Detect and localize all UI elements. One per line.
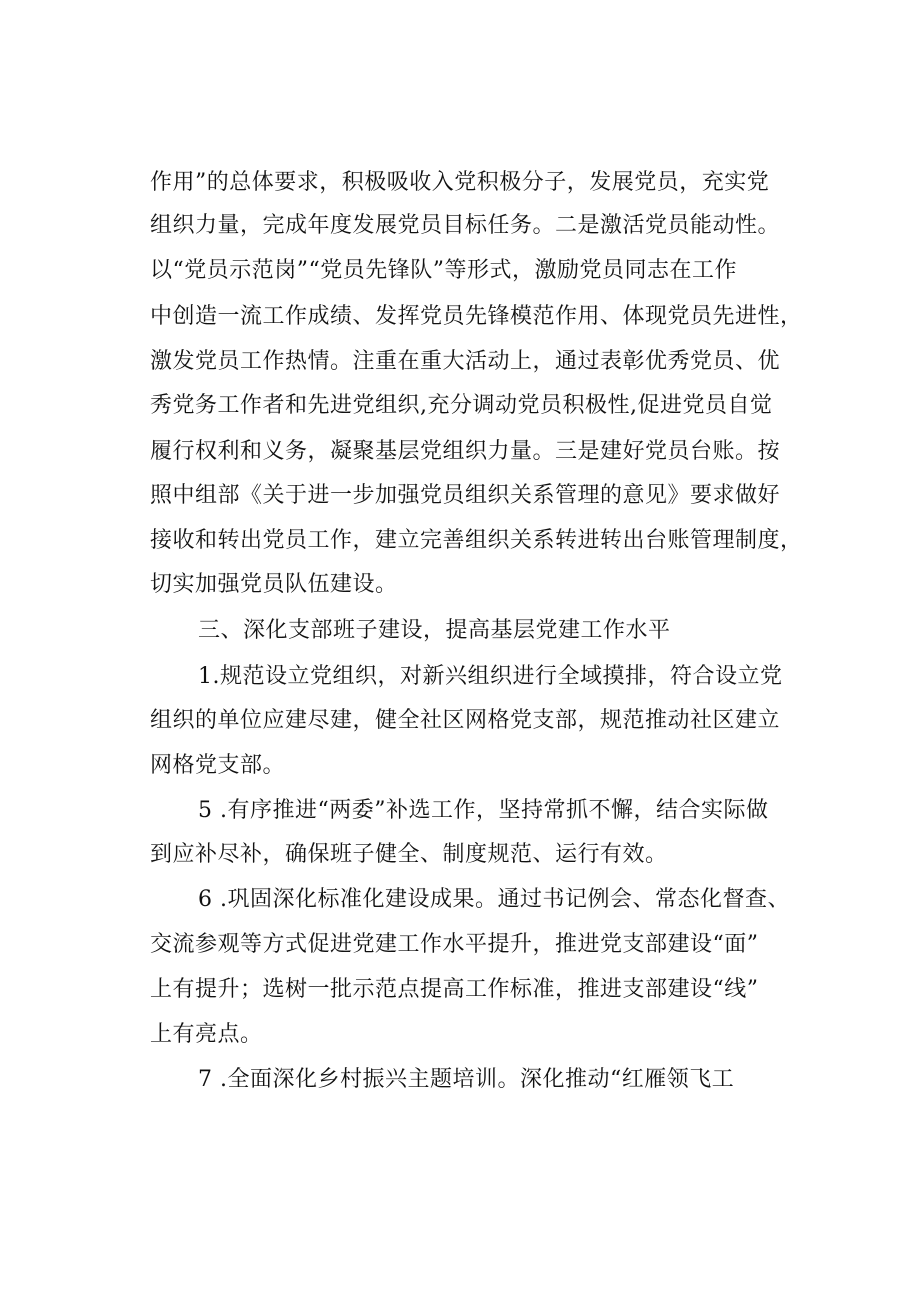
paragraph-line: 激发党员工作热情。注重在重大活动上，通过表彰优秀党员、优 — [150, 349, 781, 374]
paragraph-line: 交流参观等方式促进党建工作水平提升，推进党支部建设“面” — [150, 932, 759, 957]
paragraph-line: 1.规范设立党组织，对新兴组织进行全域摸排，符合设立党 — [198, 664, 783, 689]
paragraph-line: 以“党员示范岗”“党员先锋队”等形式，激励党员同志在工作 — [150, 258, 737, 283]
paragraph-line: 上有提升；选树一批示范点提高工作标准，推进支部建设“线” — [150, 977, 759, 1002]
paragraph-line: 中创造一流工作成绩、发挥党员先锋模范作用、体现党员先进性， — [150, 304, 803, 329]
paragraph-line: 网格党支部。 — [150, 753, 286, 778]
paragraph-line: 组织的单位应建尽建，健全社区网格党支部，规范推动社区建立 — [150, 708, 781, 733]
paragraph-line: 秀党务工作者和先进党组织,充分调动党员积极性,促进党员自觉 — [150, 393, 773, 418]
paragraph-line: 到应补尽补，确保班子健全、制度规范、运行有效。 — [150, 842, 668, 867]
paragraph-line: 5 .有序推进“两委”补选工作，坚持常抓不懈，结合实际做 — [198, 798, 769, 823]
paragraph-line: 接收和转出党员工作，建立完善组织关系转进转出台账管理制度， — [150, 528, 803, 553]
paragraph-line: 切实加强党员队伍建设。 — [150, 572, 398, 597]
paragraph-line: 6 .巩固深化标准化建设成果。通过书记例会、常态化督查、 — [198, 887, 790, 912]
paragraph-line: 7 .全面深化乡村振兴主题培训。深化推动“红雁领飞工 — [198, 1067, 735, 1092]
paragraph-line: 履行权利和义务，凝聚基层党组织力量。三是建好党员台账。按 — [150, 439, 781, 464]
paragraph-line: 作用”的总体要求，积极吸收入党积极分子，发展党员，充实党 — [150, 170, 770, 195]
paragraph-line: 组织力量，完成年度发展党员目标任务。二是激活党员能动性。 — [150, 213, 781, 238]
paragraph-line: 上有亮点。 — [150, 1022, 263, 1047]
paragraph-line: 照中组部《关于进一步加强党员组织关系管理的意见》要求做好 — [150, 483, 781, 508]
section-heading: 三、深化支部班子建设，提高基层党建工作水平 — [198, 618, 671, 643]
